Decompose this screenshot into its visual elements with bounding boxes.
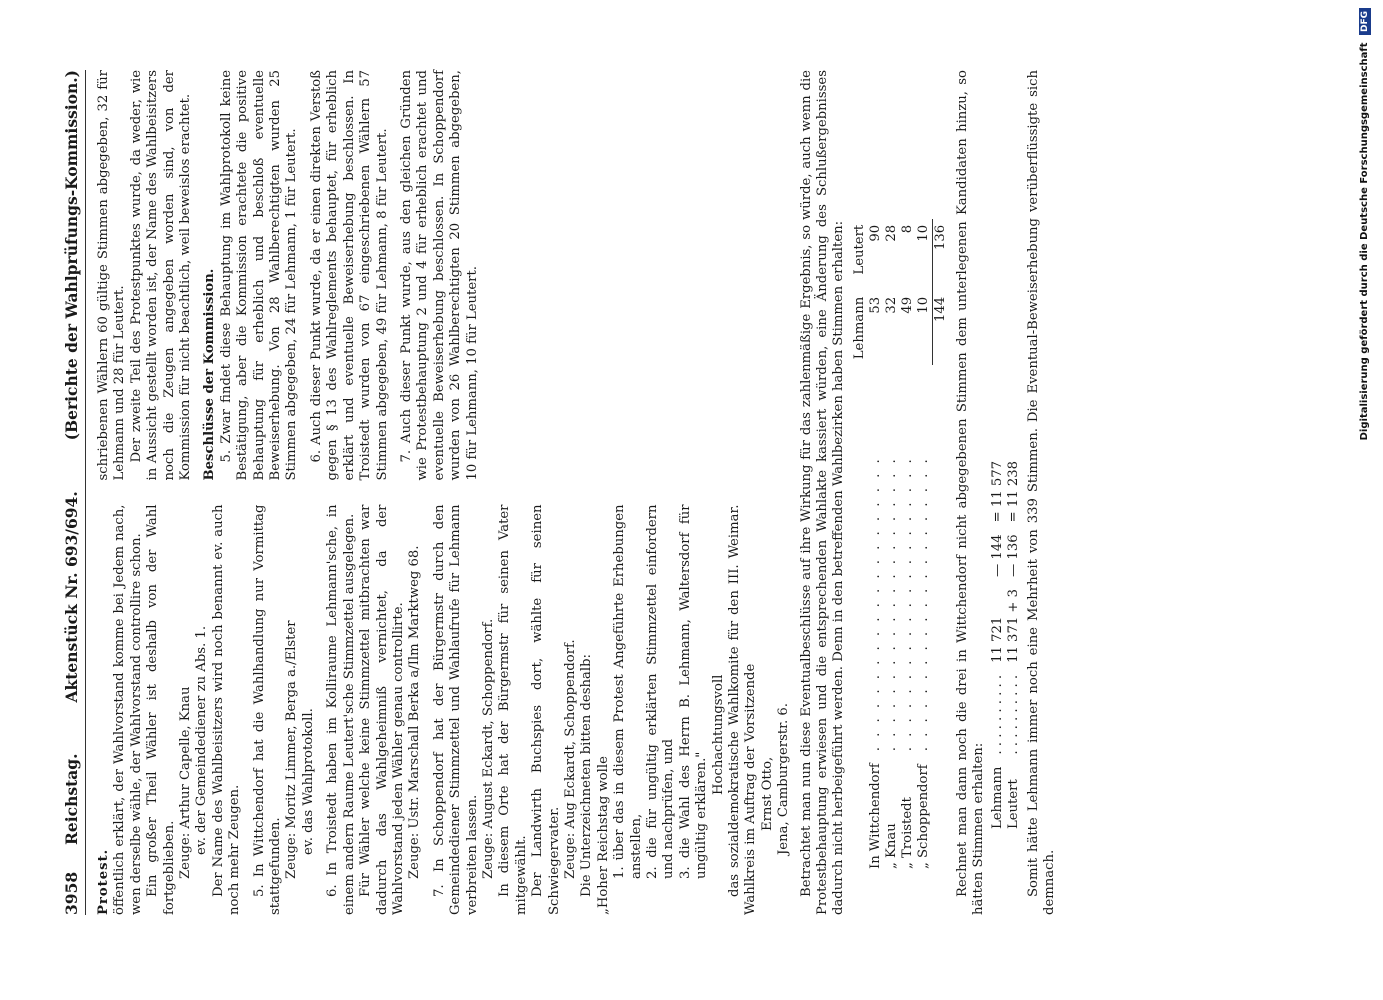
paragraph: 5. Zwar findet diese Behauptung im Wahlprotokoll keine Bestätigung, aber die Kommission erachtete die positive Behauptung für erheblich und beschloß eventuelle Beweiserhebung. Von 28 Wahlberechtigten wurden 25 Stimmen abgegeben, 24 für Lehmann, 1 für Leutert. [218, 70, 300, 481]
protest-heading: Protest. [96, 848, 111, 915]
witness: ev. das Wahlprotokoll. [300, 708, 316, 855]
digitization-credit [1356, 8, 1374, 993]
petition-item: 1. über das in diesem Protest Angeführte Erhebungen anstellen, [612, 504, 644, 879]
district-label: „ Troistedt [899, 797, 915, 869]
paragraph: Der Name des Wahlbeisitzers wird noch benannt ev. auch noch mehr Zeugen. [210, 504, 243, 915]
dfg-logo: DFG [1359, 8, 1371, 35]
paragraph: Betrachtet man nun diese Eventualbeschlüsse auf ihre Wirkung für das zahlenmäßige Ergebnis, so würde, auch wenn die Protestbehauptung erwiesen und die entsprechenden Wahlakte kassiert würden, eine Änderung des Schlußergebnisses dadurch nicht herbeigeführt werden. Denn in den betreffenden Wahlbezirken haben Stimmen erhalten: [798, 70, 847, 915]
calc-subtract: — 144 [989, 534, 1005, 577]
header-left: Reichstag. [62, 753, 81, 845]
witness: Zeuge: Ustr. Marschall Berka a/Ilm Marktweg 68. [407, 545, 423, 879]
paragraph: 7. Auch dieser Punkt wurde, aus den gleichen Gründen wie Protestbehauptung 2 und 4 für erheblich erachtet und eventuelle Beweiserhebung beschlossen. In Schoppendorf wurden von 26 Wahlberechtigten 20 Stimmen abgegeben, 10 für Lehmann, 10 für Leutert. [398, 70, 480, 481]
witness: ev. der Gemeindediener zu Abs. 1. [194, 625, 210, 855]
witness: Zeuge: Arthur Capelle, Knau [178, 686, 194, 879]
table-row: „ Knau . . . . . . . . . . . . . . . . . . . . . 32 28 [884, 219, 900, 875]
section-heading: Beschlüsse der Kommission. [202, 268, 218, 481]
table-row: „ Troistedt . . . . . . . . . . . . . . . . . . . . . 49 8 [900, 219, 916, 875]
calc-subtract: — 136 [1005, 534, 1021, 577]
cell-leutert: 8 [899, 224, 915, 234]
petition-item: 2. die für ungültig erklärten Stimmzettel einfordern und nachprüfen, und [645, 504, 677, 879]
paragraph: Für Wähler welche keine Stimmzettel mitbrachten war dadurch das Wahlgeheimniß vernichtet, da der Wahlvorstand jeden Wähler genau controllirte. [358, 504, 406, 915]
district-label: „ Knau [883, 823, 899, 869]
paragraph: Der zweite Teil des Protestpunktes wurde, da weder, wie in Aussicht gestellt worden ist, der Name des Wahlbeisitzers noch die Zeugen angegeben worden sind, von der Kommission für nicht beachtlich, weil beweislos erachtet. [128, 70, 194, 481]
witness: Zeuge: Moritz Limmer, Berga a./Elster [284, 620, 300, 879]
calculation-table [990, 455, 1022, 835]
left-column [96, 505, 793, 916]
paragraph: 6. Auch dieser Punkt wurde, da er einen direkten Verstoß gegen § 13 des Wahlreglements behauptet, für erheblich erklärt und eventuelle Beweiserhebung beschlossen. In Troistedt wurden von 67 eingeschriebenen Wählern 57 Stimmen abgegeben, 49 für Lehmann, 8 für Leutert. [308, 70, 390, 481]
paragraph: 6. In Troistedt haben im Kolliraume Lehmann'sche, in einem andern Raume Leutert'sche Stimmzettel ausgelegen. [325, 504, 357, 915]
witness: Zeuge: August Eckardt, Schoppendorf. [480, 618, 496, 879]
candidate-name: Lehmann [989, 766, 1005, 829]
district-label: In Wittchendorf [867, 763, 883, 869]
petition-intro: „Hoher Reichstag wolle [595, 756, 611, 915]
table-header-row [852, 219, 868, 875]
cell-lehmann: 49 [899, 296, 915, 314]
signatory-committee: das sozialdemokratische Wahlkomite für den III. Weimar. Wahlkreis im Auftrag der Vorsitzende [727, 504, 759, 915]
signatory-address: Jena, Camburgerstr. 6. [776, 703, 792, 855]
calc-row: Lehmann . . . . . . . . . . 11 721 — 144 = 11 577 [990, 455, 1006, 835]
petition-item: 3. die Wahl des Herrn B. Lehmann, Waltersdorf für ungültig erklären." [677, 504, 710, 879]
cell-lehmann: 32 [883, 296, 899, 314]
candidate-name: Leutert [1005, 779, 1021, 829]
credit-text: Digitalisierung gefördert durch die Deutsche Forschungsgemeinschaft [1359, 42, 1370, 441]
calc-row: Leutert . . . . . . . . . . 11 371 + 3 — 136 = 11 238 [1006, 455, 1022, 835]
sum-lehmann: 144 [932, 291, 949, 365]
closing: Hochachtungsvoll [710, 674, 726, 795]
paragraph: 7. In Schoppendorf hat der Bürgermstr durch den Gemeindediener Stimmzettel und Wahlaufrufe für Lehmann verbreiten lassen. [431, 504, 480, 915]
calc-value: 11 371 + 3 [1005, 588, 1021, 663]
column-header: Lehmann [851, 296, 867, 360]
calc-result: = 11 577 [989, 461, 1005, 523]
cell-lehmann: 53 [867, 296, 883, 314]
right-column [96, 70, 793, 481]
signatory-name: Ernst Otto, [759, 756, 775, 831]
paragraph: schriebenen Wählern 60 gültige Stimmen abgegeben, 32 für Lehmann und 28 für Leutert. [96, 70, 128, 481]
page-number: 3958 [62, 871, 81, 915]
table-row: In Wittchendorf . . . . . . . . . . . . . . . . . . . . . 53 90 [868, 219, 884, 875]
header-right: (Berichte der Wahlprüfungs-Kommission.) [62, 70, 81, 441]
paragraph: öffentlich erklärt, der Wahlvorstand komme bei Jedem nach, wen derselbe wähle, der Wahlvorstand controllire schon. [112, 504, 144, 915]
votes-table [852, 219, 949, 875]
paragraph: Der Landwirth Buchspies dort, wählte für seinen Schwiegervater. [530, 504, 562, 915]
header-title: Aktenstück Nr. 693/694. [62, 491, 81, 703]
table-row: „ Schoppendorf . . . . . . . . . . . . . . . . . . . . . 10 10 [916, 219, 933, 875]
cell-leutert: 28 [883, 224, 899, 242]
cell-leutert: 90 [867, 224, 883, 242]
sum-leutert: 136 [932, 219, 949, 291]
cell-leutert: 10 [915, 224, 931, 242]
cell-lehmann: 10 [915, 296, 931, 314]
paragraph: Ein großer Theil Wähler ist deshalb von der Wahl fortgeblieben. [145, 504, 177, 915]
calc-result: = 11 238 [1005, 461, 1021, 523]
page-header [62, 70, 86, 915]
paragraph: Somit hätte Lehmann immer noch eine Mehrheit von 339 Stimmen. Die Eventual-Beweiserhebung verüberflüssigte sich demnach. [1025, 70, 1058, 915]
paragraph: Die Unterzeichneten bitten deshalb: [579, 654, 595, 897]
paragraph: In diesem Orte hat der Bürgermstr für seinen Vater mitgewählt. [497, 504, 529, 915]
witness: Zeuge: Aug Eckardt, Schoppendorf. [562, 639, 578, 879]
paragraph: Rechnet man dann noch die drei in Wittchendorf nicht abgegebenen Stimmen dem unterlegenen Kandidaten hinzu, so hätten Stimmen erhalten: [954, 70, 987, 915]
full-width-section [799, 70, 1059, 915]
paragraph: 5. In Wittchendorf hat die Wahlhandlung nur Vormittag stattgefunden. [251, 504, 284, 915]
calc-value: 11 721 [989, 616, 1005, 663]
district-label: „ Schoppendorf [916, 764, 932, 869]
column-header: Leutert [851, 224, 867, 275]
sum-row [932, 219, 949, 875]
